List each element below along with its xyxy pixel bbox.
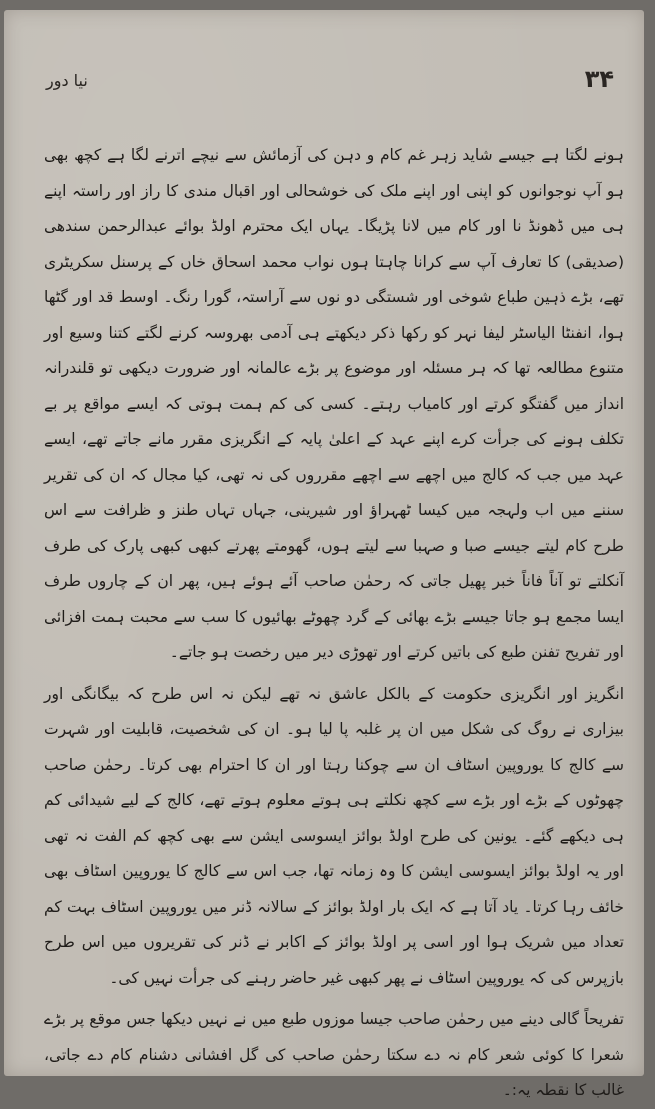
body-text (44, 138, 624, 1109)
book-page (4, 10, 644, 1099)
journal-title: نیا دور (46, 71, 88, 90)
paragraph-rahman-intro: ہونے لگتا ہے جیسے شاید زہر غم کام و دہن کی آزمائش سے نیچے اترنے لگا ہے کچھ بھی ہو آپ نوجوانوں کو اپنی اور اپنے ملک کی خوشحالی اور اقبال مندی کا راز اور راستہ اپنے ہی میں ڈھونڈ نا اور کام میں لانا پڑیگا۔ یہاں ایک محترم اولڈ بوائے عبدالرحمن سندھی (صدیقی) کا تعارف آپ سے کرانا چاہتا ہوں نواب محمد اسحاق خاں کے پرسنل سکریٹری تھے، بڑے ذہین طباع شوخی اور شستگی دو نوں سے آراستہ، گورا رنگ۔ اوسط قد اور گٹھا ہوا، انفنٹا الیاسٹر لیفا نہر کو رکھا ذکر دیکھتے ہی آدمی بھروسہ کرنے لگتے کتنا وسیع اور متنوع مطالعہ تھا کہ ہر مسئلہ اور موضوع پر بڑے عالمانہ اور ضرورت دیکھی تو قلندرانہ انداز میں گفتگو کرتے اور کامیاب رہتے۔ کسی کی کم ہمت ہوتی کہ ایسے مواقع پر بے تکلف ہونے کی جرأت کرے اپنے عہد کے اعلیٰ پایہ کے انگریزی مقرر مانے جاتے تھے، ایسے عہد میں جب کہ کالج میں اچھے سے اچھے مقرروں کی نہ تھی، کیا مجال کہ ان کی تقریر سننے میں اب ولہجہ میں کیسا ٹھہراؤ اور شیرینی، جہاں تہاں طنز و ظرافت سے اس طرح کام لیتے جیسے صبا و صہبا سے لیتے ہوں، گھومتے پھرتے کبھی کبھی پارک کی طرف آنکلتے تو آناً فاناً خبر پھیل جاتی کہ رحمٰن صاحب آئے ہوئے ہیں، پھر ان کے چاروں طرف ایسا مجمع ہو جاتا جیسے بڑے بھائی کے گرد چھوٹے بھائیوں کا سب سے محبت ہمت افزائی اور تفریح تفنن طبع کی باتیں کرتے اور تھوڑی دیر میں رخصت ہو جاتے۔ (44, 146, 624, 661)
page-number: ۳۴ (584, 65, 614, 93)
running-head (32, 65, 616, 99)
paragraph-rahman-and-english: انگریز اور انگریزی حکومت کے بالکل عاشق نہ تھے لیکن نہ اس طرح کہ بیگانگی اور بیزاری نے روگ کی شکل میں ان پر غلبہ پا لیا ہو۔ ان کی شخصیت، قابلیت اور شہرت سے کالج کا یوروپین اسٹاف ان سے چوکنا رہتا اور ان کا احترام بھی کرتا۔ رحمٰن صاحب چھوٹوں کے بڑے اور بڑے سے کچھ نکلتے ہی ہوتے معلوم ہوتے تھے، کالج کے لیے شیدائی کم ہی دیکھے گئے۔ یونین کی طرح اولڈ بوائز ایسوسی ایشن سے بھی کچھ کم الفت نہ تھی اور یہ اولڈ بوائز ایسوسی ایشن کا وہ زمانہ تھا، جب اس سے کالج کا یوروپین اسٹاف بھی خائف رہا کرتا۔ یاد آتا ہے کہ ایک بار اولڈ بوائز کے سالانہ ڈنر میں یوروپین اسٹاف بہت کم تعداد میں شریک ہوا اور اسی پر اولڈ بوائز کے اکابر نے ڈنر کی تقریروں میں اس طرح بازپرس کی کہ یوروپین اسٹاف نے پھر کبھی غیر حاضر رہنے کی جرأت نہیں کی۔ (44, 684, 624, 987)
paragraph-rahman-wit: تفریحاً گالی دینے میں رحمٰن صاحب جیسا موزوں طبع میں نے نہیں دیکھا جس موقع پر بڑے شعرا کا کوئی شعر کام نہ دے سکتا رحمٰن صاحب کی گل افشانی دشنام کام دے جاتی، غالب کا نقطہ یہ:۔ (44, 1010, 624, 1099)
